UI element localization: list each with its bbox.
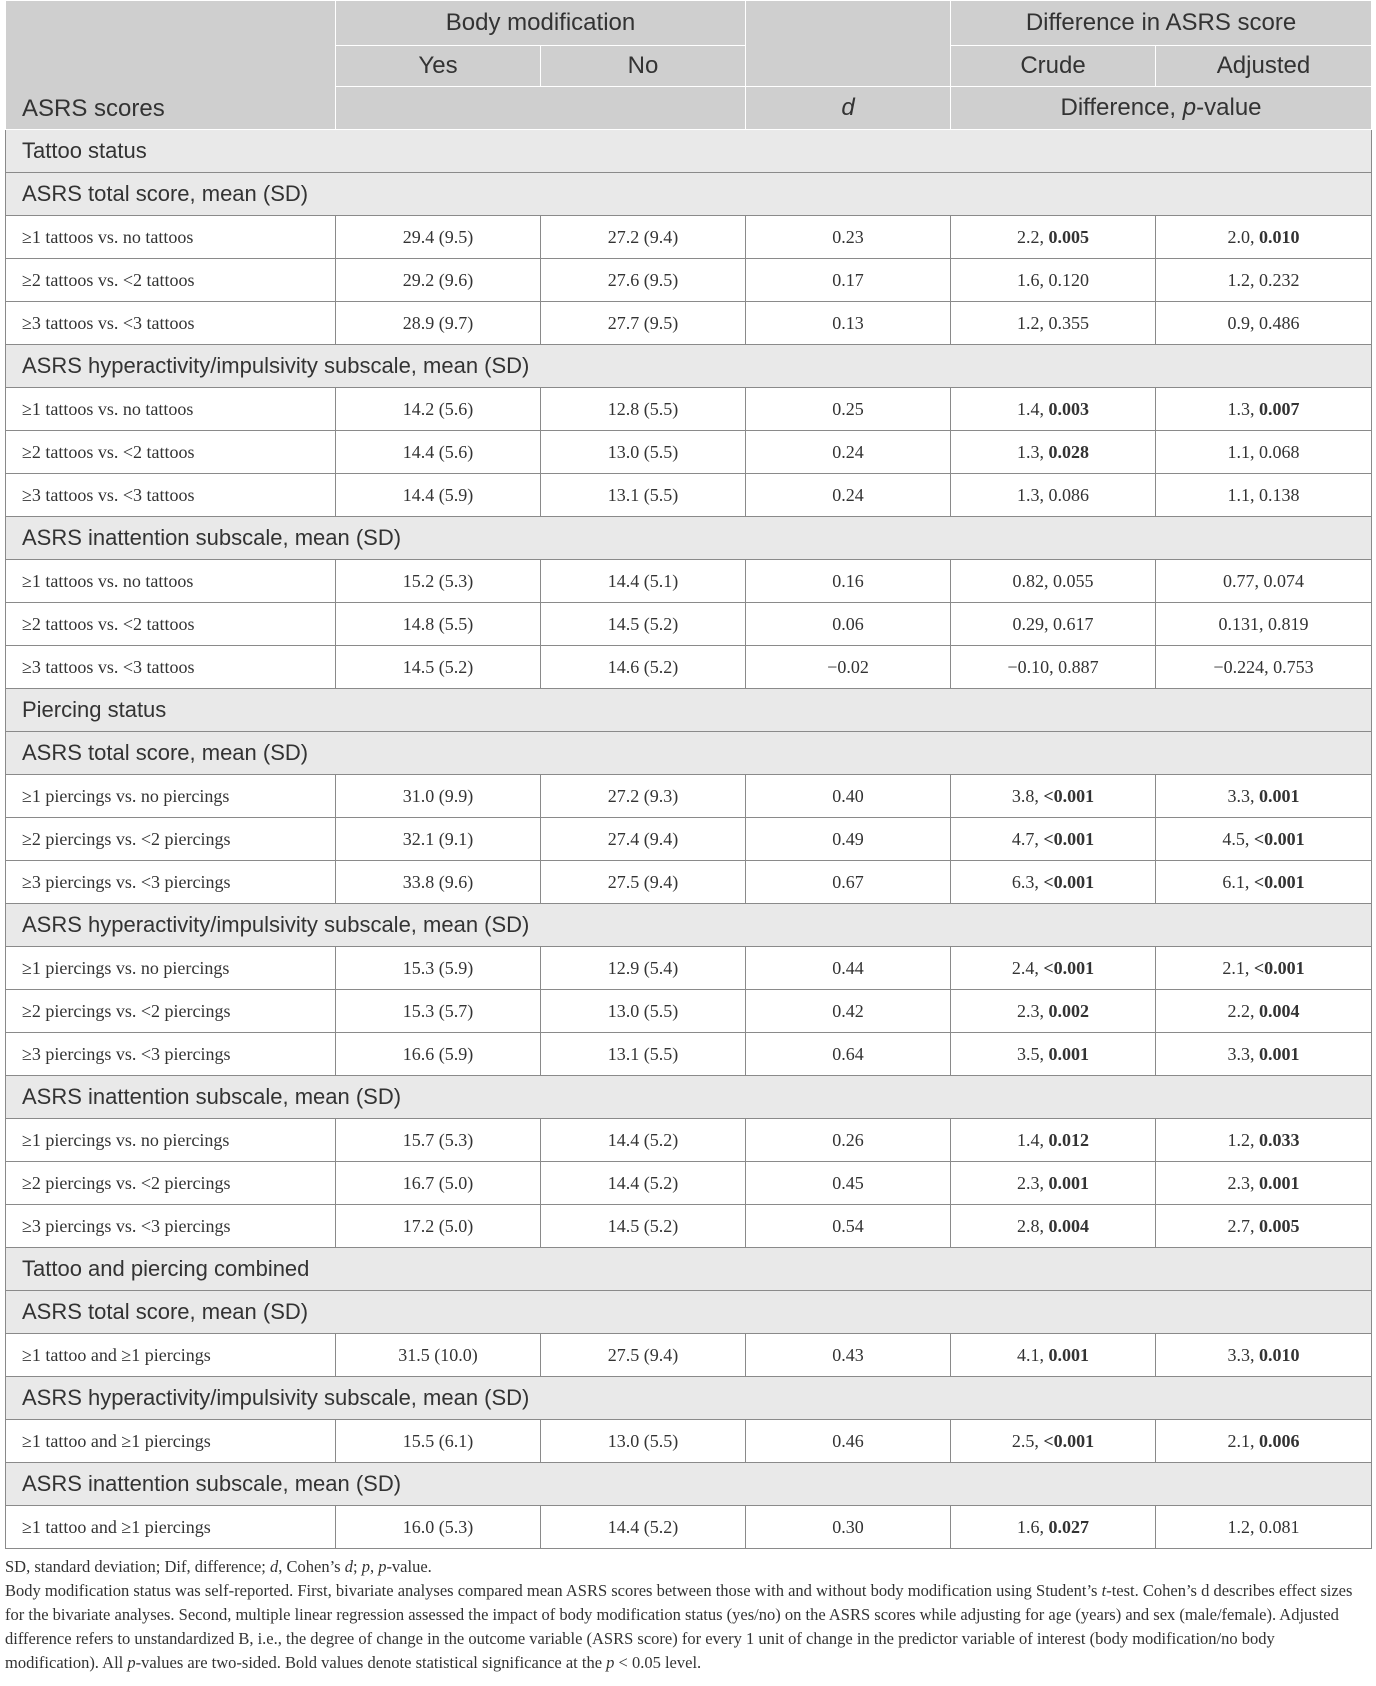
crude-p-value: 0.120 <box>1048 269 1089 290</box>
crude-difference: 4.7, <box>1011 828 1044 849</box>
adjusted-p-value: 0.232 <box>1259 269 1300 290</box>
section-header-row <box>6 1248 1372 1291</box>
cohens-d-value: 0.44 <box>746 947 951 990</box>
comparison-label: ≥3 tattoos vs. <3 tattoos <box>6 302 336 345</box>
crude-difference: 0.82, <box>1012 570 1053 591</box>
adjusted-difference: 3.3, <box>1227 1043 1259 1064</box>
cohens-d-value: 0.45 <box>746 1162 951 1205</box>
crude-difference-pvalue <box>951 775 1156 818</box>
comparison-label: ≥3 piercings vs. <3 piercings <box>6 861 336 904</box>
subsection-header-row <box>6 904 1372 947</box>
adjusted-difference-pvalue <box>1156 603 1372 646</box>
crude-difference-pvalue <box>951 990 1156 1033</box>
footnote-methods: Body modification status was self-reported. First, bivariate analyses compared mean ASRS scores between those with and without body modification using Student’s t-test. Cohen’s d describes effect sizes for the bivariate analyses. Second, multiple linear regression assessed the impact of body modification status (yes/no) on the ASRS scores while adjusting for age (years) and sex (male/female). Adjusted difference refers to unstandardized B, i.e., the degree of change in the outcome variable (ASRS score) for every 1 unit of change in the predictor variable of interest (body modification/no body modification). All p-values are two-sided. Bold values denote statistical significance at the p < 0.05 level. <box>5 1581 1353 1672</box>
adjusted-difference-pvalue <box>1156 560 1372 603</box>
crude-p-value: 0.012 <box>1048 1129 1089 1150</box>
results-table-figure <box>5 0 1371 1675</box>
yes-mean-sd: 15.3 (5.9) <box>336 947 541 990</box>
adjusted-difference-pvalue <box>1156 1119 1372 1162</box>
comparison-label: ≥2 tattoos vs. <2 tattoos <box>6 431 336 474</box>
table-footnotes <box>5 1549 1371 1675</box>
comparison-label: ≥3 piercings vs. <3 piercings <box>6 1033 336 1076</box>
crude-difference: 1.3, <box>1017 484 1049 505</box>
crude-difference-pvalue <box>951 603 1156 646</box>
crude-difference-pvalue <box>951 1119 1156 1162</box>
header-blank <box>746 1 951 87</box>
cohens-d-value: 0.17 <box>746 259 951 302</box>
subsection-header-row <box>6 1377 1372 1420</box>
adjusted-difference: 1.2, <box>1227 269 1259 290</box>
adjusted-p-value: 0.081 <box>1259 1516 1300 1537</box>
no-mean-sd: 14.5 (5.2) <box>541 603 746 646</box>
crude-p-value: 0.004 <box>1048 1215 1089 1236</box>
adjusted-p-value: 0.005 <box>1259 1215 1300 1236</box>
adjusted-difference-pvalue <box>1156 1420 1372 1463</box>
crude-difference-pvalue <box>951 474 1156 517</box>
adjusted-difference-pvalue <box>1156 474 1372 517</box>
subsection-header-row <box>6 517 1372 560</box>
adjusted-difference: 0.131, <box>1218 613 1268 634</box>
adjusted-difference: 3.3, <box>1227 1344 1259 1365</box>
table-row <box>6 216 1372 259</box>
cohens-d-value: 0.06 <box>746 603 951 646</box>
comparison-label: ≥1 piercings vs. no piercings <box>6 775 336 818</box>
cohens-d-value: 0.40 <box>746 775 951 818</box>
adjusted-difference-pvalue <box>1156 1033 1372 1076</box>
adjusted-p-value: 0.068 <box>1259 441 1300 462</box>
yes-mean-sd: 17.2 (5.0) <box>336 1205 541 1248</box>
yes-mean-sd: 16.6 (5.9) <box>336 1033 541 1076</box>
table-row <box>6 560 1372 603</box>
subsection-label: ASRS hyperactivity/impulsivity subscale, mean (SD) <box>6 1377 1372 1420</box>
comparison-label: ≥2 tattoos vs. <2 tattoos <box>6 259 336 302</box>
header-difference-title: Difference in ASRS score <box>951 1 1372 46</box>
crude-difference: 2.2, <box>1017 226 1049 247</box>
crude-difference: 1.3, <box>1017 441 1049 462</box>
adjusted-p-value: 0.010 <box>1259 1344 1300 1365</box>
cohens-d-value: 0.26 <box>746 1119 951 1162</box>
table-row <box>6 990 1372 1033</box>
crude-difference-pvalue <box>951 302 1156 345</box>
yes-mean-sd: 31.5 (10.0) <box>336 1334 541 1377</box>
adjusted-difference-pvalue <box>1156 1506 1372 1549</box>
cohens-d-value: 0.25 <box>746 388 951 431</box>
table-row <box>6 388 1372 431</box>
adjusted-difference: 0.77, <box>1223 570 1264 591</box>
table-row <box>6 431 1372 474</box>
adjusted-difference-pvalue <box>1156 861 1372 904</box>
no-mean-sd: 27.7 (9.5) <box>541 302 746 345</box>
no-mean-sd: 27.5 (9.4) <box>541 1334 746 1377</box>
crude-difference-pvalue <box>951 560 1156 603</box>
no-mean-sd: 27.2 (9.3) <box>541 775 746 818</box>
yes-mean-sd: 29.4 (9.5) <box>336 216 541 259</box>
subsection-label: ASRS inattention subscale, mean (SD) <box>6 517 1372 560</box>
table-row <box>6 474 1372 517</box>
yes-mean-sd: 29.2 (9.6) <box>336 259 541 302</box>
yes-mean-sd: 33.8 (9.6) <box>336 861 541 904</box>
crude-p-value: 0.003 <box>1048 398 1089 419</box>
crude-p-value: 0.001 <box>1048 1172 1089 1193</box>
cohens-d-value: 0.24 <box>746 474 951 517</box>
yes-mean-sd: 14.8 (5.5) <box>336 603 541 646</box>
cohens-d-value: 0.16 <box>746 560 951 603</box>
adjusted-p-value: 0.001 <box>1259 785 1300 806</box>
crude-p-value: 0.617 <box>1053 613 1094 634</box>
comparison-label: ≥1 tattoo and ≥1 piercings <box>6 1506 336 1549</box>
adjusted-p-value: 0.033 <box>1259 1129 1300 1150</box>
subsection-header-row <box>6 1463 1372 1506</box>
crude-difference: 6.3, <box>1011 871 1044 892</box>
footnote-abbreviations: SD, standard deviation; Dif, difference; d, Cohen’s d; p, p-value. <box>5 1557 432 1576</box>
table-row <box>6 1033 1372 1076</box>
adjusted-difference-pvalue <box>1156 216 1372 259</box>
cohens-d-value: 0.24 <box>746 431 951 474</box>
crude-difference-pvalue <box>951 388 1156 431</box>
cohens-d-value: −0.02 <box>746 646 951 689</box>
crude-difference: 4.1, <box>1017 1344 1049 1365</box>
table-row <box>6 818 1372 861</box>
yes-mean-sd: 14.4 (5.9) <box>336 474 541 517</box>
comparison-label: ≥1 piercings vs. no piercings <box>6 1119 336 1162</box>
p-symbol: p <box>1182 94 1197 121</box>
crude-difference-pvalue <box>951 818 1156 861</box>
table-row <box>6 646 1372 689</box>
header-crude: Crude <box>951 46 1156 87</box>
header-cohens-d <box>746 87 951 130</box>
crude-p-value: <0.001 <box>1043 957 1095 978</box>
comparison-label: ≥2 piercings vs. <2 piercings <box>6 818 336 861</box>
subsection-label: ASRS total score, mean (SD) <box>6 173 1372 216</box>
adjusted-difference-pvalue <box>1156 259 1372 302</box>
adjusted-difference: 1.1, <box>1227 484 1259 505</box>
crude-difference-pvalue <box>951 431 1156 474</box>
yes-mean-sd: 16.0 (5.3) <box>336 1506 541 1549</box>
no-mean-sd: 12.8 (5.5) <box>541 388 746 431</box>
crude-difference-pvalue <box>951 1334 1156 1377</box>
header-empty <box>336 87 746 130</box>
yes-mean-sd: 15.5 (6.1) <box>336 1420 541 1463</box>
adjusted-p-value: <0.001 <box>1253 957 1305 978</box>
table-row <box>6 861 1372 904</box>
table-body <box>6 130 1372 1549</box>
adjusted-difference: 2.7, <box>1227 1215 1259 1236</box>
crude-p-value: <0.001 <box>1043 1430 1095 1451</box>
subsection-header-row <box>6 1076 1372 1119</box>
crude-p-value: 0.027 <box>1048 1516 1089 1537</box>
crude-difference: 2.8, <box>1017 1215 1049 1236</box>
table-header <box>6 1 1372 130</box>
table-row <box>6 1162 1372 1205</box>
cohens-d-value: 0.67 <box>746 861 951 904</box>
yes-mean-sd: 14.5 (5.2) <box>336 646 541 689</box>
cohens-d-value: 0.43 <box>746 1334 951 1377</box>
crude-p-value: <0.001 <box>1043 828 1095 849</box>
comparison-label: ≥3 tattoos vs. <3 tattoos <box>6 646 336 689</box>
yes-mean-sd: 14.2 (5.6) <box>336 388 541 431</box>
adjusted-difference: 2.2, <box>1227 1000 1259 1021</box>
no-mean-sd: 12.9 (5.4) <box>541 947 746 990</box>
no-mean-sd: 27.6 (9.5) <box>541 259 746 302</box>
adjusted-difference: 0.9, <box>1227 312 1259 333</box>
adjusted-difference: 1.2, <box>1227 1516 1259 1537</box>
crude-difference-pvalue <box>951 1420 1156 1463</box>
section-label: Tattoo and piercing combined <box>6 1248 1372 1291</box>
adjusted-difference: −0.224, <box>1213 656 1274 677</box>
comparison-label: ≥2 piercings vs. <2 piercings <box>6 1162 336 1205</box>
crude-p-value: 0.028 <box>1048 441 1089 462</box>
no-mean-sd: 27.4 (9.4) <box>541 818 746 861</box>
adjusted-p-value: <0.001 <box>1253 828 1305 849</box>
comparison-label: ≥1 tattoos vs. no tattoos <box>6 560 336 603</box>
crude-difference: 1.6, <box>1017 269 1049 290</box>
crude-p-value: 0.001 <box>1048 1043 1089 1064</box>
yes-mean-sd: 15.3 (5.7) <box>336 990 541 1033</box>
cohens-d-value: 0.42 <box>746 990 951 1033</box>
crude-difference-pvalue <box>951 216 1156 259</box>
comparison-label: ≥1 tattoo and ≥1 piercings <box>6 1334 336 1377</box>
crude-p-value: <0.001 <box>1043 871 1095 892</box>
crude-difference-pvalue <box>951 646 1156 689</box>
crude-difference: 2.5, <box>1011 1430 1044 1451</box>
cohens-d-value: 0.13 <box>746 302 951 345</box>
crude-difference-pvalue <box>951 1506 1156 1549</box>
cohens-d-value: 0.54 <box>746 1205 951 1248</box>
header-difference-pvalue <box>951 87 1372 130</box>
adjusted-p-value: 0.007 <box>1259 398 1300 419</box>
adjusted-p-value: 0.004 <box>1259 1000 1300 1021</box>
adjusted-difference: 2.3, <box>1227 1172 1259 1193</box>
adjusted-p-value: 0.753 <box>1273 656 1314 677</box>
no-mean-sd: 13.0 (5.5) <box>541 431 746 474</box>
crude-difference: 2.3, <box>1017 1000 1049 1021</box>
crude-difference: 1.2, <box>1017 312 1049 333</box>
cohens-d-symbol: d <box>841 94 855 121</box>
cohens-d-value: 0.46 <box>746 1420 951 1463</box>
yes-mean-sd: 16.7 (5.0) <box>336 1162 541 1205</box>
crude-difference: 3.8, <box>1011 785 1044 806</box>
table-row <box>6 259 1372 302</box>
adjusted-difference-pvalue <box>1156 1334 1372 1377</box>
difference-label: Difference, <box>1060 94 1183 121</box>
yes-mean-sd: 15.7 (5.3) <box>336 1119 541 1162</box>
cohens-d-value: 0.64 <box>746 1033 951 1076</box>
table-row <box>6 1205 1372 1248</box>
adjusted-p-value: 0.819 <box>1268 613 1309 634</box>
subsection-label: ASRS hyperactivity/impulsivity subscale, mean (SD) <box>6 904 1372 947</box>
adjusted-p-value: 0.010 <box>1259 226 1300 247</box>
table-row <box>6 603 1372 646</box>
cohens-d-value: 0.23 <box>746 216 951 259</box>
subsection-label: ASRS total score, mean (SD) <box>6 732 1372 775</box>
crude-difference: 3.5, <box>1017 1043 1049 1064</box>
no-mean-sd: 14.6 (5.2) <box>541 646 746 689</box>
adjusted-difference-pvalue <box>1156 775 1372 818</box>
subsection-label: ASRS inattention subscale, mean (SD) <box>6 1463 1372 1506</box>
crude-p-value: 0.887 <box>1058 656 1099 677</box>
value-label: -value <box>1196 94 1262 121</box>
comparison-label: ≥2 tattoos vs. <2 tattoos <box>6 603 336 646</box>
adjusted-p-value: 0.001 <box>1259 1172 1300 1193</box>
comparison-label: ≥2 piercings vs. <2 piercings <box>6 990 336 1033</box>
adjusted-p-value: 0.001 <box>1259 1043 1300 1064</box>
adjusted-p-value: <0.001 <box>1253 871 1305 892</box>
no-mean-sd: 14.4 (5.1) <box>541 560 746 603</box>
section-label: Piercing status <box>6 689 1372 732</box>
subsection-label: ASRS inattention subscale, mean (SD) <box>6 1076 1372 1119</box>
adjusted-difference: 2.1, <box>1227 1430 1259 1451</box>
crude-difference: 1.4, <box>1017 1129 1049 1150</box>
comparison-label: ≥3 piercings vs. <3 piercings <box>6 1205 336 1248</box>
crude-difference-pvalue <box>951 861 1156 904</box>
section-header-row <box>6 130 1372 173</box>
table-row <box>6 1506 1372 1549</box>
header-adjusted: Adjusted <box>1156 46 1372 87</box>
adjusted-difference: 2.1, <box>1222 957 1254 978</box>
comparison-label: ≥1 tattoo and ≥1 piercings <box>6 1420 336 1463</box>
table-row <box>6 1334 1372 1377</box>
adjusted-difference-pvalue <box>1156 990 1372 1033</box>
adjusted-difference-pvalue <box>1156 818 1372 861</box>
table-row <box>6 1420 1372 1463</box>
crude-difference-pvalue <box>951 259 1156 302</box>
subsection-label: ASRS total score, mean (SD) <box>6 1291 1372 1334</box>
adjusted-p-value: 0.138 <box>1259 484 1300 505</box>
section-label: Tattoo status <box>6 130 1372 173</box>
adjusted-p-value: 0.006 <box>1259 1430 1300 1451</box>
adjusted-difference-pvalue <box>1156 1205 1372 1248</box>
crude-p-value: 0.002 <box>1048 1000 1089 1021</box>
subsection-header-row <box>6 173 1372 216</box>
comparison-label: ≥1 tattoos vs. no tattoos <box>6 216 336 259</box>
no-mean-sd: 13.0 (5.5) <box>541 990 746 1033</box>
adjusted-difference-pvalue <box>1156 431 1372 474</box>
table-row <box>6 1119 1372 1162</box>
crude-difference: 0.29, <box>1012 613 1053 634</box>
adjusted-p-value: 0.074 <box>1263 570 1304 591</box>
header-asrs-scores: ASRS scores <box>6 1 336 130</box>
header-no: No <box>541 46 746 87</box>
adjusted-p-value: 0.486 <box>1259 312 1300 333</box>
adjusted-difference-pvalue <box>1156 646 1372 689</box>
subsection-label: ASRS hyperactivity/impulsivity subscale, mean (SD) <box>6 345 1372 388</box>
no-mean-sd: 13.1 (5.5) <box>541 474 746 517</box>
yes-mean-sd: 15.2 (5.3) <box>336 560 541 603</box>
yes-mean-sd: 14.4 (5.6) <box>336 431 541 474</box>
crude-difference: 2.3, <box>1017 1172 1049 1193</box>
subsection-header-row <box>6 732 1372 775</box>
crude-p-value: 0.086 <box>1048 484 1089 505</box>
crude-p-value: 0.001 <box>1048 1344 1089 1365</box>
subsection-header-row <box>6 1291 1372 1334</box>
crude-difference-pvalue <box>951 947 1156 990</box>
subsection-header-row <box>6 345 1372 388</box>
comparison-label: ≥3 tattoos vs. <3 tattoos <box>6 474 336 517</box>
adjusted-difference: 6.1, <box>1222 871 1254 892</box>
crude-difference-pvalue <box>951 1162 1156 1205</box>
crude-p-value: 0.055 <box>1053 570 1094 591</box>
table-row <box>6 302 1372 345</box>
section-header-row <box>6 689 1372 732</box>
asrs-results-table <box>5 0 1372 1549</box>
adjusted-difference-pvalue <box>1156 388 1372 431</box>
crude-difference: 1.6, <box>1017 1516 1049 1537</box>
adjusted-difference: 4.5, <box>1222 828 1254 849</box>
adjusted-difference-pvalue <box>1156 1162 1372 1205</box>
no-mean-sd: 13.1 (5.5) <box>541 1033 746 1076</box>
comparison-label: ≥1 piercings vs. no piercings <box>6 947 336 990</box>
comparison-label: ≥1 tattoos vs. no tattoos <box>6 388 336 431</box>
adjusted-difference: 1.1, <box>1227 441 1259 462</box>
crude-difference: 2.4, <box>1011 957 1044 978</box>
crude-difference: −0.10, <box>1007 656 1059 677</box>
no-mean-sd: 14.4 (5.2) <box>541 1506 746 1549</box>
no-mean-sd: 14.5 (5.2) <box>541 1205 746 1248</box>
no-mean-sd: 27.5 (9.4) <box>541 861 746 904</box>
crude-p-value: 0.005 <box>1048 226 1089 247</box>
yes-mean-sd: 31.0 (9.9) <box>336 775 541 818</box>
cohens-d-value: 0.30 <box>746 1506 951 1549</box>
no-mean-sd: 14.4 (5.2) <box>541 1119 746 1162</box>
header-yes: Yes <box>336 46 541 87</box>
crude-difference-pvalue <box>951 1033 1156 1076</box>
table-row <box>6 947 1372 990</box>
adjusted-difference: 1.3, <box>1227 398 1259 419</box>
crude-p-value: <0.001 <box>1043 785 1095 806</box>
adjusted-difference: 3.3, <box>1227 785 1259 806</box>
no-mean-sd: 27.2 (9.4) <box>541 216 746 259</box>
table-row <box>6 775 1372 818</box>
yes-mean-sd: 32.1 (9.1) <box>336 818 541 861</box>
crude-difference-pvalue <box>951 1205 1156 1248</box>
yes-mean-sd: 28.9 (9.7) <box>336 302 541 345</box>
header-body-modification: Body modification <box>336 1 746 46</box>
adjusted-difference-pvalue <box>1156 302 1372 345</box>
no-mean-sd: 14.4 (5.2) <box>541 1162 746 1205</box>
no-mean-sd: 13.0 (5.5) <box>541 1420 746 1463</box>
adjusted-difference: 1.2, <box>1227 1129 1259 1150</box>
cohens-d-value: 0.49 <box>746 818 951 861</box>
adjusted-difference: 2.0, <box>1227 226 1259 247</box>
adjusted-difference-pvalue <box>1156 947 1372 990</box>
crude-difference: 1.4, <box>1017 398 1049 419</box>
crude-p-value: 0.355 <box>1048 312 1089 333</box>
